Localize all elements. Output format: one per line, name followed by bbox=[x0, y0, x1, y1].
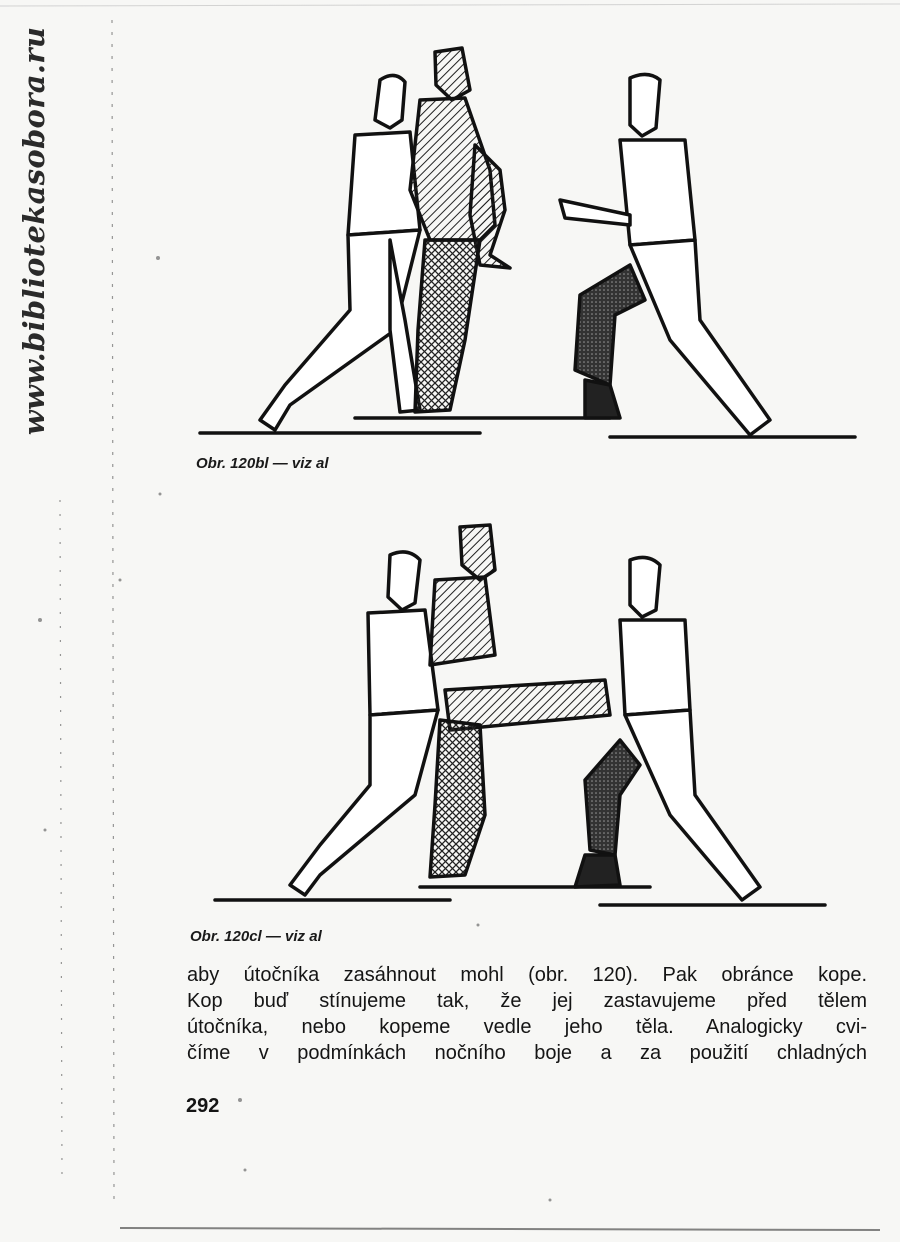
body-line: aby útočníka zasáhnout mohl (obr. 120). Pak obránce kope. bbox=[187, 964, 867, 986]
watermark-text: www.bibliotekasobora.ru bbox=[17, 26, 51, 436]
figure-120bl bbox=[190, 40, 870, 450]
page-number: 292 bbox=[186, 1095, 220, 1117]
figure-120cl-caption: Obr. 120cl — viz al bbox=[190, 928, 322, 945]
body-line: Kop buď stínujeme tak, že jej zastavujeme před tělem bbox=[187, 990, 867, 1012]
body-line: číme v podmínkách nočního boje a za použití chladných bbox=[187, 1042, 867, 1064]
body-line: útočníka, nebo kopeme vedle jeho těla. Analogicky cvi- bbox=[187, 1016, 867, 1038]
figure-120cl-illustration bbox=[190, 515, 870, 915]
figure-120bl-caption: Obr. 120bl — viz al bbox=[196, 455, 329, 472]
figure-120bl-illustration bbox=[190, 40, 870, 450]
body-paragraph bbox=[187, 962, 867, 1066]
figure-120cl bbox=[190, 515, 870, 915]
